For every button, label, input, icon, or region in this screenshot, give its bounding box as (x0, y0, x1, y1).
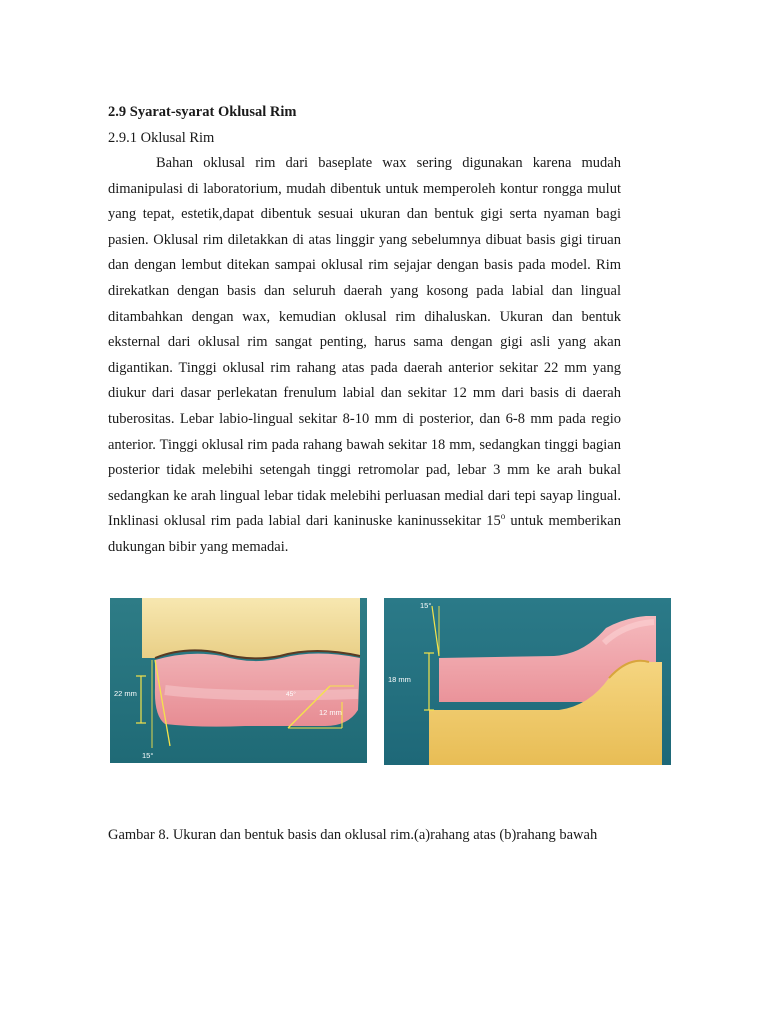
body-paragraph (108, 151, 621, 561)
subsection-heading: 2.9.1 Oklusal Rim (108, 130, 215, 146)
label-22mm: 22 mm (114, 689, 137, 698)
label-18mm: 18 mm (388, 675, 411, 684)
label-15-degree-b: 15° (420, 601, 432, 610)
degree-superscript: o (500, 511, 506, 522)
lower-jaw-rim-image (384, 598, 671, 765)
figure-upper-jaw-rim (110, 598, 367, 763)
paragraph-tail-text: untuk memberikan dukungan bibir yang memadai. (108, 513, 621, 555)
figure-lower-jaw-rim (384, 598, 671, 765)
label-45-degree: 45° (286, 691, 296, 698)
section-heading: 2.9 Syarat-syarat Oklusal Rim (108, 104, 297, 120)
label-12mm: 12 mm (319, 708, 342, 717)
upper-jaw-rim-image (110, 598, 367, 763)
figure-caption: Gambar 8. Ukuran dan bentuk basis dan oklusal rim.(a)rahang atas (b)rahang bawah (108, 827, 598, 843)
label-15-degree-a: 15° (142, 751, 154, 760)
paragraph-main-text: Bahan oklusal rim dari baseplate wax sering digunakan karena mudah dimanipulasi di laboratorium, mudah dibentuk untuk memperoleh kontur rongga mulut yang tepat, estetik,dapat dibentuk sesuai ukuran dan bentuk gigi serta nyaman bagi pasien. Oklusal rim diletakkan di atas linggir yang sebelumnya dibuat basis gigi tiruan dan dengan lembut ditekan sampai oklusal rim sejajar dengan basis pada model. Rim direkatkan dengan basis dan seluruh daerah yang kosong pada labial dan lingual ditambahkan dengan wax, kemudian oklusal rim dihaluskan. Ukuran dan bentuk eksternal dari oklusal rim sangat penting, harus sama dengan gigi asli yang akan digantikan. Tinggi oklusal rim rahang atas pada daerah anterior sekitar 22 mm yang diukur dari dasar perlekatan frenulum labial dan sekitar 12 mm dari basis di daerah tuberositas. Lebar labio-lingual sekitar 8-10 mm di posterior, dan 6-8 mm pada regio anterior. Tinggi oklusal rim pada rahang bawah sekitar 18 mm, sedangkan tinggi bagian posterior tidak melebihi setengah tinggi retromolar pad, lebar 3 mm ke arah bukal sedangkan ke arah lingual lebar tidak melebihi perluasan medial dari tepi sayap lingual. Inklinasi oklusal rim pada labial dari kaninuske kaninussekitar 15 (108, 155, 621, 530)
